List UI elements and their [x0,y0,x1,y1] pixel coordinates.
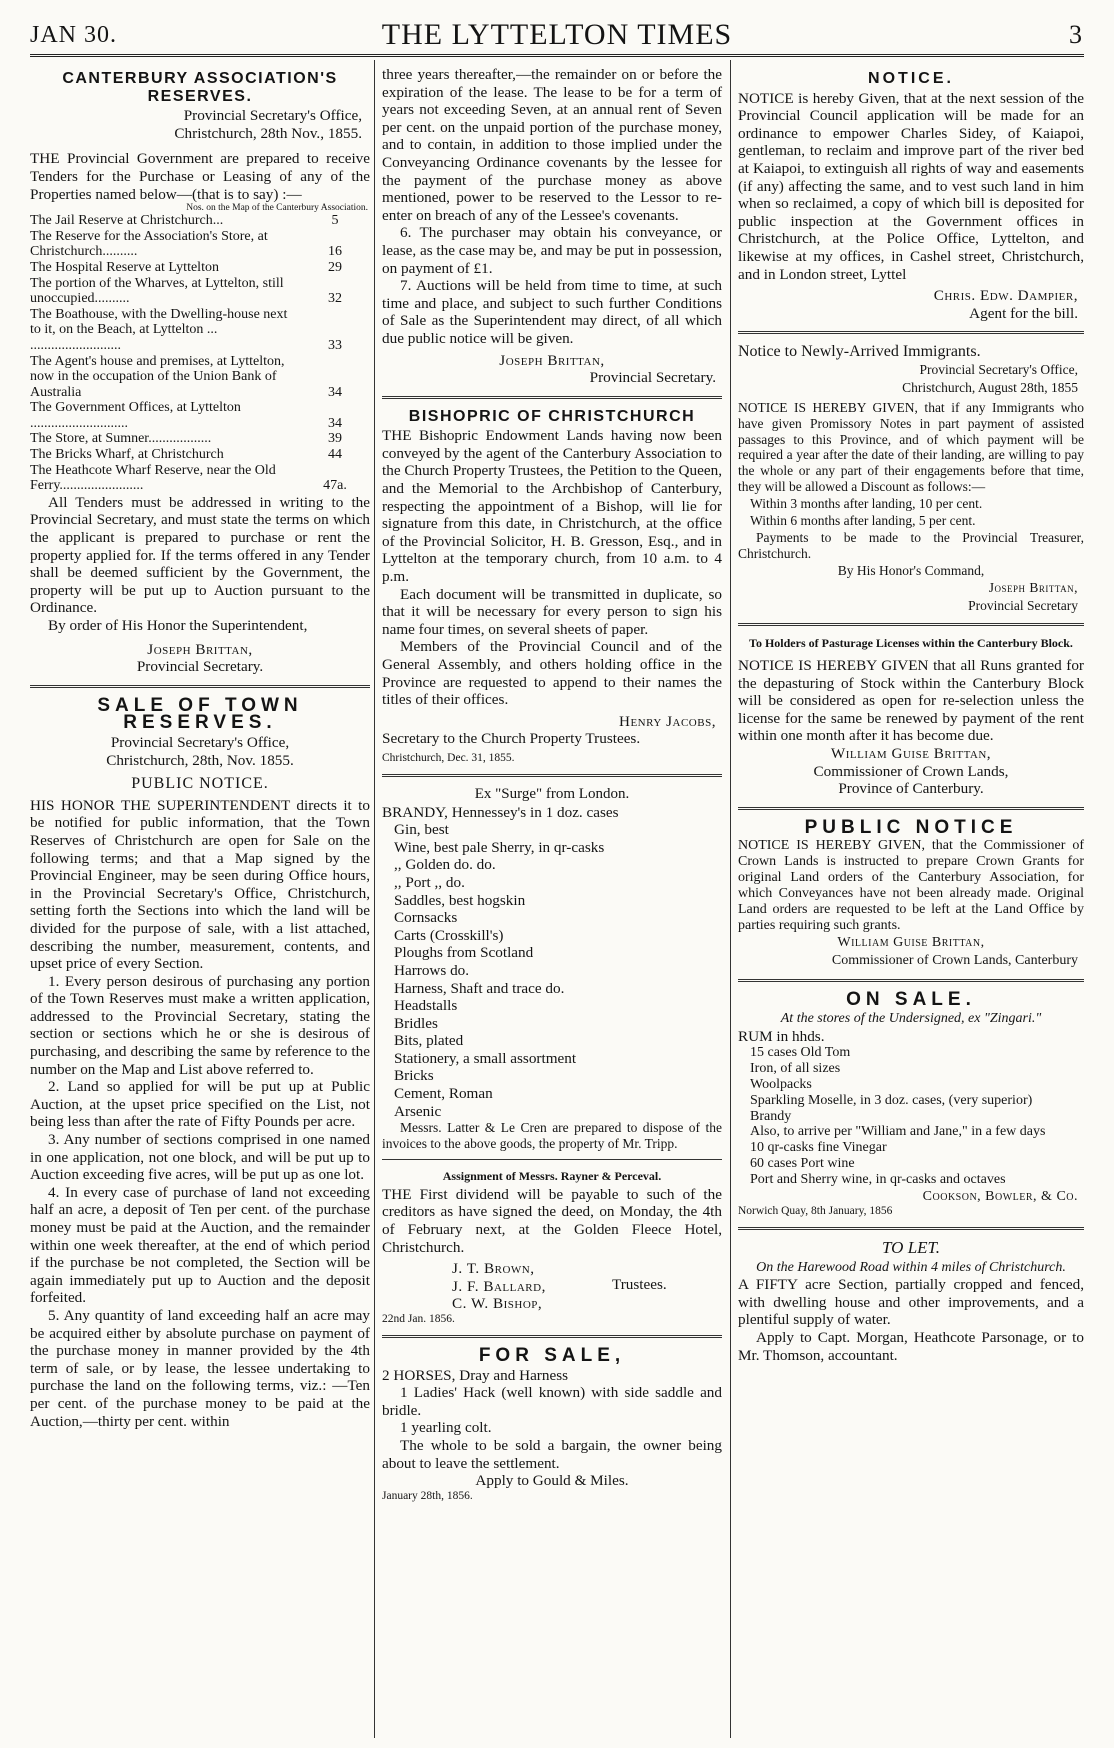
reserves-table [30,213,370,494]
town-term-4: 4. In every case of purchase of land not exceeding half an acre, a deposit of Ten per cent. of the purchase money must be paid at the Auction, and the remainder within one week thereafter, at the end of which period if the purchase be not completed, the Section will be again immediately put up to Auction and the deposit forfeited. [30,1183,370,1307]
pasturage-signature-place: Province of Canterbury. [838,780,984,798]
reserve-name: The Heathcote Wharf Reserve, near the Old Ferry........................ [30,462,276,494]
list-item: 15 cases Old Tom [750,1045,851,1061]
reserves-paragraph: All Tenders must be addressed in writing to the Provincial Secretary, and must state the terms on which the applicant is prepared to purchase or rent the property applied for. If the terms offered in any Tender shall be deemed sufficient by the Government, the property will be put up to Auction pursuant to the Ordinance. [30,493,370,617]
pasturage-heading: To Holders of Pasturage Licenses within the Canterbury Block. [749,636,1073,651]
section-divider [382,1159,722,1160]
pasturage-paragraph: NOTICE IS HEREBY GIVEN that all Runs granted for the depasturing of Stock within the Canterbury Block will be considered as open for re-selection unless the license for the same be renewed by payment of the rent within one month after it has become due. [738,657,1084,745]
map-number: 47a. [323,478,347,494]
reserve-name: The Agent's house and premises, at Lyttelton, now in the occupation of the Union Bank of Australia [30,353,285,400]
town-term-5: 5. Any quantity of land exceeding half an acre may be acquired either by absolute purchase on payment of the purchase money in manner provided by the 4th term of sale, or by lease, the lessee undertaking to purchase the land on the following terms, viz.: —Ten per cent. of the purchase money to be paid at the Auction,—thirty per cent. within [30,1306,370,1430]
section-divider [738,979,1084,982]
list-item: Stationery, a small assortment [394,1049,577,1067]
table-row [30,260,370,276]
map-number: 44 [328,447,342,463]
public-notice-signature: William Guise Brittan, [837,935,985,951]
bishopric-signature-title: Secretary to the Church Property Trustees. [382,730,641,748]
for-sale-heading: FOR SALE, [478,1345,626,1366]
notice-heading: NOTICE. [868,70,954,87]
trustee-name: C. W. Bishop, [452,1295,543,1313]
section-divider [382,774,722,777]
town-reserves-notice [30,694,370,1430]
immigrants-heading: Notice to Newly-Arrived Immigrants. [738,343,981,361]
table-row [30,447,370,463]
immigrants-place-date: Christchurch, August 28th, 1855 [902,379,1078,395]
map-number: 33 [328,337,342,353]
section-divider [738,623,1084,626]
column-rule [730,60,731,1738]
town-term-3: 3. Any number of sections comprised in one named in one application, not one block, and will be put up to Auction exceeding five acres, will be put up as one lot. [30,1131,370,1184]
immigrants-command: By His Honor's Command, [837,562,985,578]
bishopric-paragraph-3: Members of the Provincial Council and of the General Assembly, and others holding office in the Province are requested to append to their names the titles of their offices. [382,638,722,709]
reserves-office: Provincial Secretary's Office, [183,107,362,125]
immigrants-signature: Joseph Brittan, [988,580,1078,596]
pasturage-signature: William Guise Brittan, [830,745,992,762]
bishopric-paragraph-2: Each document will be transmitted in duplicate, so that it will be necessary for every person to sign his name four times, on several sheets of paper. [382,585,722,638]
reserve-name: The Boathouse, with the Dwelling-house next to it, on the Beach, at Lyttelton ... .......................... [30,306,288,353]
for-sale-hack: 1 Ladies' Hack (well known) with side saddle and bridle. [382,1384,722,1419]
notice-signature: Chris. Edw. Dampier, [933,287,1078,305]
on-sale-items [738,1045,1084,1187]
trustee-name: J. F. Ballard, [452,1277,546,1295]
map-number: 34 [328,415,342,431]
reserves-map-note: Nos. on the Map of the Canterbury Association. [186,203,368,214]
list-item: Port and Sherry wine, in qr-casks and octaves [750,1171,1006,1187]
town-office: Provincial Secretary's Office, [110,733,290,751]
bishopric-date: Christchurch, Dec. 31, 1855. [382,751,515,764]
reserves-signature-title: Provincial Secretary. [136,658,264,676]
list-item: Saddles, best hogskin [394,891,526,909]
for-sale-colt: 1 yearling colt. [400,1419,492,1437]
map-number: 5 [331,213,339,229]
reserve-name: The Government Offices, at Lyttelton ............................ [30,400,241,431]
reserve-name: The Jail Reserve at Christchurch... [30,213,224,229]
town-intro: HIS HONOR THE SUPERINTENDENT directs it to be notified for public information, that the Town Reserves of Christchurch are open for Sale on the following terms; and that a Map signed by the Provincial Engineer, may be seen during Office hours, in the Provincial Secretary's Office, Christchurch, setting forth the Sections into which the land will be divided for the purpose of sale, with a list attached, describing the number, measurement, contents, and upset price of every Section. [30,796,370,973]
list-item: Bridles [394,1014,438,1032]
reserve-name: The portion of the Wharves, at Lyttelton, still unoccupied.......... [30,275,284,307]
town-term-2: 2. Land so applied for will be put up at Public Auction, at the upset price specified on the List, not being less than after the rate of Fifty Pounds per acre. [30,1078,370,1131]
pasturage-signature-title: Commissioner of Crown Lands, [813,762,1009,780]
table-row [30,431,370,447]
on-sale-advert [738,988,1084,1219]
list-item: ,, Port ,, do. [394,873,465,891]
list-item: Harrows do. [394,961,470,979]
discount-line: Within 3 months after landing, 10 per cent. [750,495,983,511]
column-1 [30,66,370,1430]
table-row [30,463,370,494]
immigrants-notice [738,343,1084,614]
rayner-heading: Assignment of Messrs. Rayner & Perceval. [442,1169,662,1184]
discount-line: Within 6 months after landing, 5 per cent. [750,513,976,529]
map-number: 32 [328,291,342,307]
surge-heading: Ex "Surge" from London. [474,785,630,802]
list-item: Gin, best [394,821,449,839]
rayner-paragraph: THE First dividend will be payable to such of the creditors as have signed the deed, on Monday, the 4th of February next, at the Golden Fleece Hotel, Christchurch. [382,1185,722,1256]
town-heading: SALE OF TOWN RESERVES. [97,694,303,734]
surge-items [382,821,722,1120]
to-let-subheading: On the Harewood Road within 4 miles of Christchurch. [756,1259,1066,1275]
column-3 [738,66,1084,1364]
reserve-name: The Reserve for the Association's Store, at Christchurch.......... [30,228,268,260]
reserves-notice [30,70,370,676]
table-row [30,354,370,401]
bishopric-signature: Henry Jacobs, [619,712,716,730]
pasturage-notice [738,635,1084,797]
immigrants-office: Provincial Secretary's Office, [919,361,1078,377]
on-sale-heading: ON SALE. [846,988,976,1010]
masthead [30,14,1084,57]
town-term-1: 1. Every person desirous of purchasing any portion of the Town Reserves must make a written application, addressed to the Provincial Secretary, stating the section or sections which he or she is desirous of purchasing, and describing the same by reference to the number on the Map and List above referred to. [30,972,370,1078]
table-row [30,213,370,229]
list-item: 10 qr-casks fine Vinegar [750,1140,887,1156]
public-notice-signature-title: Commissioner of Crown Lands, Canterbury [831,952,1078,968]
bishopric-notice [382,408,722,765]
reserves-order: By order of His Honor the Superintendent, [48,617,308,634]
list-item: Carts (Crosskill's) [394,926,504,944]
public-notice-paragraph: NOTICE IS HEREBY GIVEN, that the Commissioner of Crown Lands is instructed to prepare Crown Grants for original Land orders of the Canterbury Association, for which Conveyances have not been already made. Original Land orders are requested to be left at the Land Office by parties requiring such grants. [738,838,1084,934]
for-sale-terms: The whole to be sold a bargain, the owner being about to leave the settlement. [382,1436,722,1472]
list-item: Bits, plated [394,1032,464,1050]
rayner-trustees [382,1260,722,1313]
immigrants-payments: Payments to be made to the Provincial Treasurer, Christchurch. [738,530,1084,561]
section-divider [738,331,1084,334]
to-let-apply: Apply to Capt. Morgan, Heathcote Parsonage, or to Mr. Thomson, accountant. [738,1329,1084,1364]
trustee-name: J. T. Brown, [452,1260,535,1278]
to-let-paragraph: A FIFTY acre Section, partially cropped and fenced, with dwelling house and other improvements, and a plentiful supply of water. [738,1276,1084,1329]
table-row [30,276,370,307]
table-row [30,307,370,354]
town-place-date: Christchurch, 28th, Nov. 1855. [106,751,294,769]
surge-advert [382,786,722,1151]
list-item: Arsenic [394,1102,442,1120]
section-divider [738,807,1084,810]
issue-date: JAN 30. [30,22,118,48]
to-let-heading: TO LET. [882,1238,940,1258]
on-sale-subheading: At the stores of the Undersigned, ex "Zingari." [780,1011,1042,1027]
reserves-intro: THE Provincial Government are prepared to receive Tenders for the Purchase or Leasing of any of the Properties named below—(that is to say) :— [30,150,370,203]
list-item: Woolpacks [750,1076,812,1092]
town-public-notice: PUBLIC NOTICE. [131,775,269,793]
bishopric-heading: BISHOPRIC OF CHRISTCHURCH [408,407,696,425]
section-divider [382,396,722,399]
table-row [30,229,370,260]
immigrants-paragraph: NOTICE IS HEREBY GIVEN, that if any Immigrants who have given Promissory Notes in part payment of assisted passages to this Province, and of which payment will be required a year after the date of their landing, are willing to pay the whole or any part of their engagements before that time, they will be allowed a Discount as follows:— [738,400,1084,495]
notice-paragraph: NOTICE is hereby Given, that at the next session of the Provincial Council application will be made for an ordinance to empower Charles Sidey, of Kaiapoi, gentleman, to reclaim and improve part of the river bed at Kaiapoi, to extinguish all rights of way and easements (if any) affecting the same, and to vest such land in him when so reclaimed, a copy of which bill is deposited for public inspection at the Government offices in Christchurch, at the Police Office, Lyttelton, and likewise at my offices, in Cashel street, Christchurch, and in London street, Lyttel [738,89,1084,283]
list-item: ,, Golden do. do. [394,856,496,874]
section-divider [738,1227,1084,1230]
on-sale-date: Norwich Quay, 8th January, 1856 [738,1205,893,1218]
section-divider [382,1335,722,1338]
on-sale-signature: Cookson, Bowler, & Co. [922,1188,1078,1204]
town-continued-text: three years thereafter,—the remainder on or before the expiration of the lease. The lease to be for a term of years not exceeding Seven, at an annual rent of Seven per cent. on the unpaid portion of the purchase money, and to contain, in addition to those implied under the Conveyancing Ordinance covenants by the lessee for the payment of the purchase money as above mentioned, power to be reserved to the Lessor to re-enter on breach of any of the Lessee's covenants. [382,66,722,224]
on-sale-first-item: RUM in hhds. [738,1027,825,1045]
immigrants-signature-title: Provincial Secretary [968,597,1078,613]
public-notice [738,816,1084,970]
town-term-6: 6. The purchaser may obtain his conveyance, or lease, as the case may be, and may be put in possession, on payment of £1. [382,224,722,277]
list-item: Harness, Shaft and trace do. [394,979,565,997]
public-notice-heading: PUBLIC NOTICE [804,816,1018,838]
reserve-name: The Store, at Sumner.................. [30,431,212,447]
trustees-label: Trustees. [612,1276,667,1294]
list-item: Bricks [394,1067,434,1085]
town-signature: Joseph Brittan, [499,351,605,369]
list-item: Wine, best pale Sherry, in qr-casks [394,838,605,856]
for-sale-date: January 28th, 1856. [382,1489,473,1502]
column-2 [382,66,722,1503]
reserves-signature: Joseph Brittan, [147,640,253,658]
for-sale-advert [382,1347,722,1503]
list-item: Brandy [750,1108,792,1124]
map-number: 29 [328,259,342,275]
list-item: Headstalls [394,997,458,1015]
map-number: 39 [328,431,342,447]
reserves-place-date: Christchurch, 28th Nov., 1855. [174,124,362,142]
reserves-heading: CANTERBURY ASSOCIATION'S RESERVES. [62,70,338,105]
list-item: Iron, of all sizes [750,1061,841,1077]
list-item: Also, to arrive per "William and Jane," in a few days [750,1124,1046,1140]
town-reserves-continued [382,66,722,387]
map-number: 34 [328,384,342,400]
table-row [30,400,370,431]
list-item: Sparkling Moselle, in 3 doz. cases, (very superior) [750,1092,1033,1108]
reserve-name: The Bricks Wharf, at Christchurch [30,447,224,463]
section-divider [30,685,370,688]
kaiapoi-notice [738,70,1084,322]
surge-first-item: BRANDY, Hennessey's in 1 doz. cases [382,803,619,821]
page-number: 3 [1069,20,1082,49]
column-rule [374,60,375,1738]
notice-signature-title: Agent for the bill. [969,304,1078,322]
for-sale-apply: Apply to Gould & Miles. [475,1472,629,1490]
list-item: Cornsacks [394,909,458,927]
map-number: 16 [328,244,342,260]
list-item: 60 cases Port wine [750,1155,855,1171]
surge-footer: Messrs. Latter & Le Cren are prepared to dispose of the invoices to the above goods, the property of Mr. Tripp. [382,1120,722,1151]
rayner-date: 22nd Jan. 1856. [382,1313,455,1325]
to-let-advert [738,1239,1084,1364]
for-sale-horses: 2 HORSES, Dray and Harness [382,1366,569,1384]
list-item: Ploughs from Scotland [394,944,534,962]
town-term-7: 7. Auctions will be held from time to time, at such time and place, and subject to such further Conditions of Sale as the Superintendent may direct, of all which due public notice will be given. [382,277,722,347]
reserve-name: The Hospital Reserve at Lyttelton [30,259,219,275]
town-signature-title: Provincial Secretary. [589,369,716,387]
list-item: Cement, Roman [394,1085,493,1103]
newspaper-title: THE LYTTELTON TIMES [381,18,733,51]
bishopric-paragraph-1: THE Bishopric Endowment Lands having now been conveyed by the agent of the Canterbury Association to the Church Property Trustees, the Petition to the Queen, and the Memorial to the Archbishop of Canterbury, respecting the appointment of a Bishop, will lie for signature from this date, in Christchurch, at the office of the Provincial Solicitor, H. B. Gresson, Esq., and in Lyttelton at the temporary church, from 10 a.m. to 4 p.m. [382,427,722,586]
rayner-notice [382,1168,722,1326]
